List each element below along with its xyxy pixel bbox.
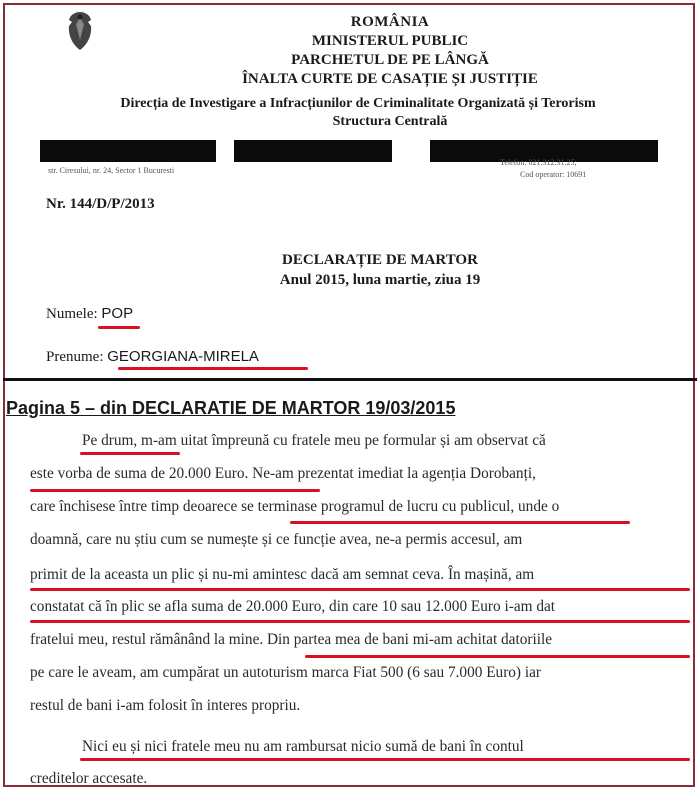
statement-line: restul de bani i-am folosit în interes propriu. [30,697,301,714]
highlight-underline [30,620,690,623]
header-country: ROMÂNIA [350,14,430,30]
statement-line: Nici eu și nici fratele meu nu am rambursat nicio sumă de bani în contul [82,738,524,755]
statement-line: doamnă, care nu știu cum se numește și ce funcție avea, ne-a permis accesul, am [30,531,523,548]
highlight-underline [30,489,320,492]
header-ministry: MINISTERUL PUBLIC [311,33,469,49]
statement-line: pe care le aveam, am cumpărat un autoturism marca Fiat 500 (6 sau 7.000 Euro) iar [30,664,541,681]
firstname-underline [118,367,308,370]
highlight-underline [30,588,690,591]
firstname-value: GEORGIANA-MIRELA [107,348,259,365]
operator-code-text: Cod operator: 10691 [520,170,587,179]
statement-line: Pe drum, m-am uitat împreună cu fratele meu pe formular și am observat că [82,432,546,449]
statement-line: creditelor accesate. [30,770,148,787]
statement-line: primit de la aceasta un plic și nu-mi amintesc dacă am semnat ceva. În mașină, am [30,566,535,583]
header-court: ÎNALTA CURTE DE CASAȚIE ȘI JUSTIȚIE [242,71,538,87]
surname-field [46,305,133,323]
case-number: Nr. 144/D/P/2013 [46,196,155,212]
highlight-underline [305,655,690,658]
surname-underline [98,326,140,329]
document-title: DECLARAȚIE DE MARTOR [282,252,478,268]
statement-line: care închisese între timp deoarece se terminase programul de lucru cu publicul, unde o [30,498,560,515]
redaction-bar-middle [234,140,392,162]
header-structure: Structura Centrală [332,114,448,129]
phone-text: Telefon: 021.312.31.25; [500,158,577,167]
surname-value: POP [101,305,134,322]
highlight-underline [80,758,690,761]
statement-line: fratelui meu, restul rămânând la mine. Din partea mea de bani mi-am achitat datoriile [30,631,553,648]
highlight-underline [290,521,630,524]
header-directorate: Direcția de Investigare a Infracțiunilor de Criminalitate Organizată și Terorism [120,96,596,111]
header-prosecutor-office: PARCHETUL DE PE LÂNGĂ [291,52,489,68]
firstname-field [46,348,259,366]
surname-label: Numele: [46,306,98,322]
address-text: str. Ciresului, nr. 24, Sector 1 Bucuresti [48,166,175,175]
redaction-bar-left [40,140,216,162]
statement-line: constatat că în plic se afla suma de 20.000 Euro, din care 10 sau 12.000 Euro i-am dat [30,598,556,615]
document-date: Anul 2015, luna martie, ziua 19 [279,272,481,288]
section-divider [3,378,697,381]
page-heading: Pagina 5 – din DECLARATIE DE MARTOR 19/03/2015 [6,398,456,418]
firstname-label: Prenume: [46,349,104,365]
highlight-underline [80,452,180,455]
statement-line: este vorba de suma de 20.000 Euro. Ne-am prezentat imediat la agenția Dorobanți, [30,465,536,482]
